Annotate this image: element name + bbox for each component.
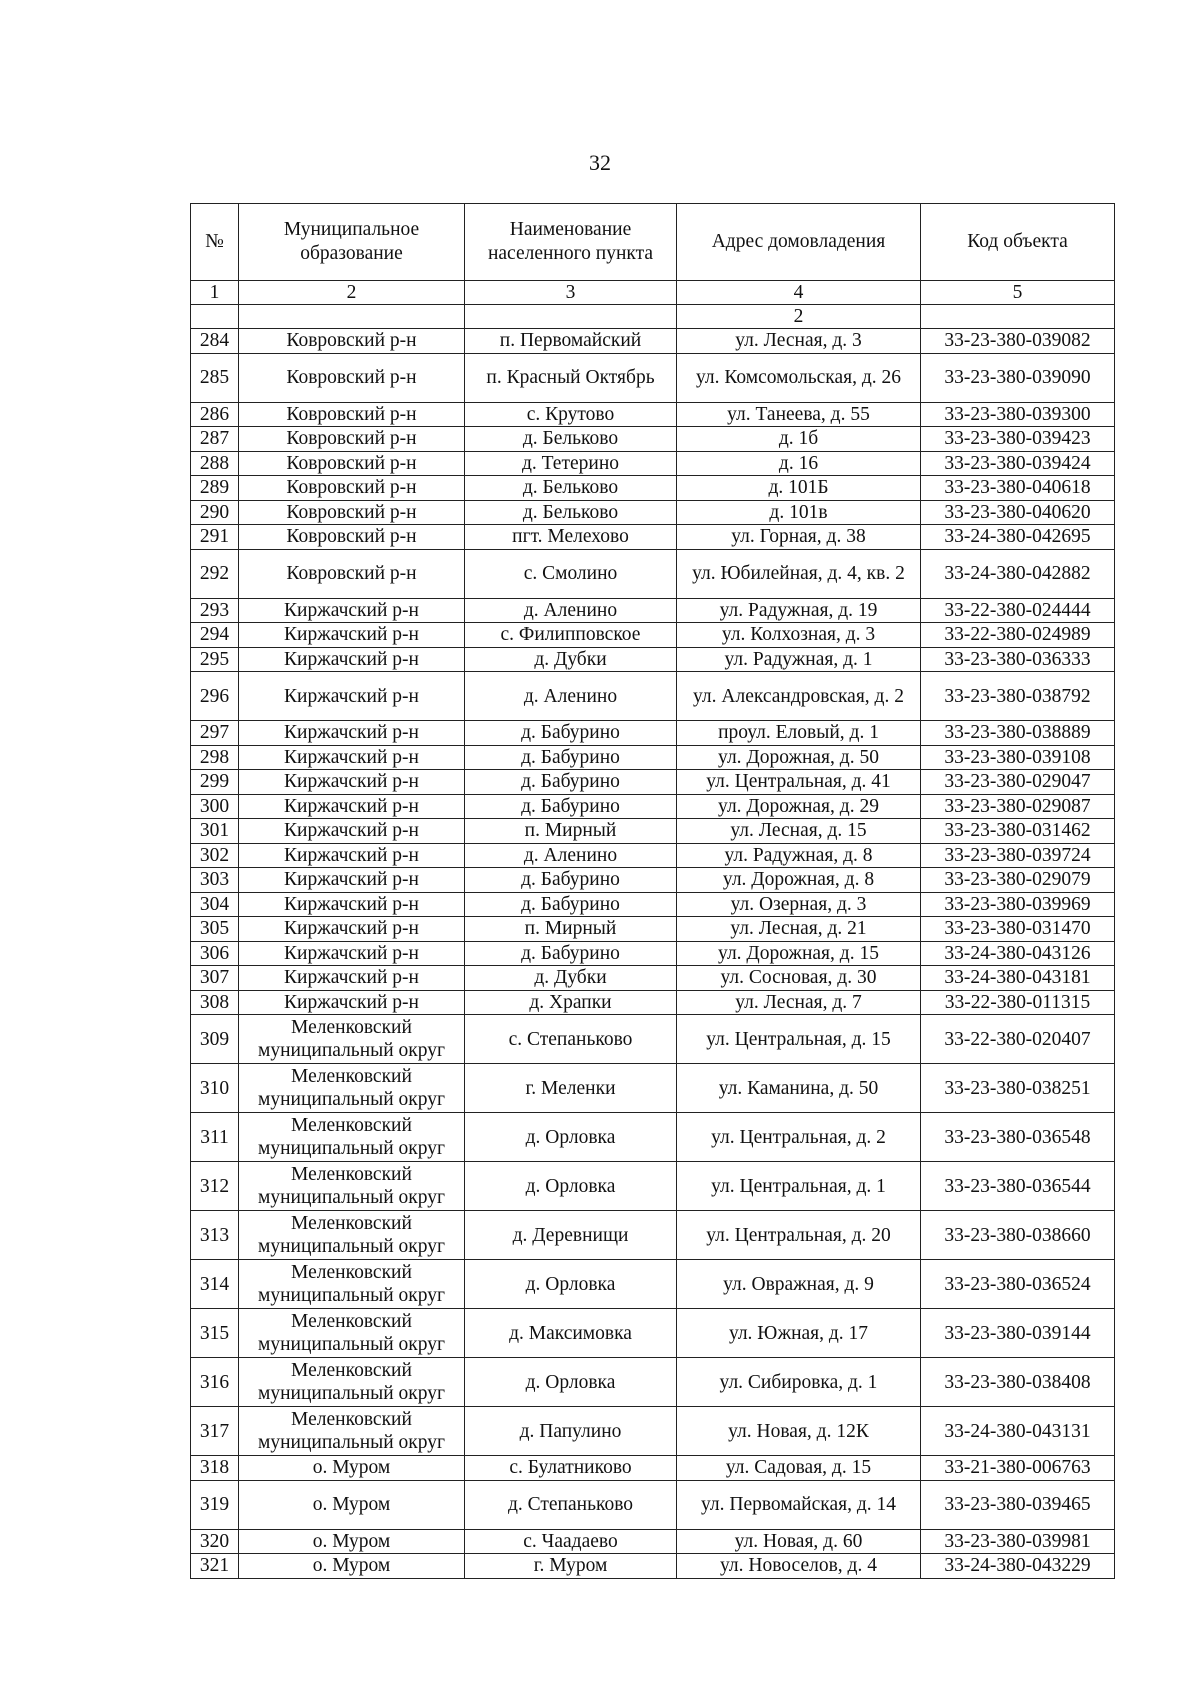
table-row bbox=[191, 794, 1115, 819]
object-code-cell: 33-23-380-038251 bbox=[921, 1064, 1115, 1113]
section-number: 2 bbox=[677, 305, 921, 329]
table-row bbox=[191, 721, 1115, 746]
column-number: 3 bbox=[465, 281, 677, 305]
address-cell: ул. Комсомольская, д. 26 bbox=[677, 353, 921, 402]
settlement-cell: с. Смолино bbox=[465, 549, 677, 598]
table-row bbox=[191, 353, 1115, 402]
table-row bbox=[191, 1064, 1115, 1113]
header-number: № bbox=[191, 204, 239, 281]
settlement-cell: д. Бабурино bbox=[465, 794, 677, 819]
row-number: 320 bbox=[191, 1529, 239, 1554]
settlement-cell: д. Дубки bbox=[465, 966, 677, 991]
table-row bbox=[191, 672, 1115, 721]
table-row bbox=[191, 843, 1115, 868]
table-row bbox=[191, 623, 1115, 648]
row-number: 293 bbox=[191, 598, 239, 623]
address-cell: ул. Новая, д. 12К bbox=[677, 1407, 921, 1456]
settlement-cell: д. Орловка bbox=[465, 1113, 677, 1162]
municipality-cell: Киржачский р-н bbox=[239, 647, 465, 672]
address-cell: ул. Дорожная, д. 29 bbox=[677, 794, 921, 819]
row-number: 319 bbox=[191, 1480, 239, 1529]
address-cell: ул. Каманина, д. 50 bbox=[677, 1064, 921, 1113]
row-number: 318 bbox=[191, 1456, 239, 1481]
object-code-cell: 33-22-380-024444 bbox=[921, 598, 1115, 623]
address-cell: ул. Дорожная, д. 50 bbox=[677, 745, 921, 770]
address-cell: ул. Сосновая, д. 30 bbox=[677, 966, 921, 991]
municipality-cell: Киржачский р-н bbox=[239, 868, 465, 893]
object-code-cell: 33-23-380-038660 bbox=[921, 1211, 1115, 1260]
municipality-cell: Киржачский р-н bbox=[239, 721, 465, 746]
settlement-cell: д. Папулино bbox=[465, 1407, 677, 1456]
row-number: 288 bbox=[191, 451, 239, 476]
table-header-row bbox=[191, 204, 1115, 281]
address-cell: ул. Юбилейная, д. 4, кв. 2 bbox=[677, 549, 921, 598]
settlement-cell: д. Орловка bbox=[465, 1260, 677, 1309]
row-number: 296 bbox=[191, 672, 239, 721]
address-cell: д. 101в bbox=[677, 500, 921, 525]
municipality-cell: Ковровский р-н bbox=[239, 500, 465, 525]
object-code-cell: 33-23-380-036548 bbox=[921, 1113, 1115, 1162]
object-code-cell: 33-24-380-043131 bbox=[921, 1407, 1115, 1456]
row-number: 307 bbox=[191, 966, 239, 991]
municipality-cell: Меленковский муниципальный округ bbox=[239, 1407, 465, 1456]
settlement-cell: д. Бабурино bbox=[465, 868, 677, 893]
address-cell: д. 101Б bbox=[677, 476, 921, 501]
table-row bbox=[191, 941, 1115, 966]
address-cell: ул. Лесная, д. 15 bbox=[677, 819, 921, 844]
object-code-cell: 33-23-380-038408 bbox=[921, 1358, 1115, 1407]
settlement-cell: д. Аленино bbox=[465, 672, 677, 721]
settlement-cell: с. Чаадаево bbox=[465, 1529, 677, 1554]
settlement-cell: д. Бабурино bbox=[465, 941, 677, 966]
row-number: 303 bbox=[191, 868, 239, 893]
settlement-cell: с. Степаньково bbox=[465, 1015, 677, 1064]
row-number: 289 bbox=[191, 476, 239, 501]
settlement-cell: пгт. Мелехово bbox=[465, 525, 677, 550]
municipality-cell: Киржачский р-н bbox=[239, 892, 465, 917]
settlement-cell: д. Бабурино bbox=[465, 745, 677, 770]
row-number: 312 bbox=[191, 1162, 239, 1211]
row-number: 308 bbox=[191, 990, 239, 1015]
address-cell: ул. Танеева, д. 55 bbox=[677, 402, 921, 427]
settlement-cell: п. Мирный bbox=[465, 819, 677, 844]
settlement-cell: п. Красный Октябрь bbox=[465, 353, 677, 402]
address-cell: ул. Южная, д. 17 bbox=[677, 1309, 921, 1358]
table-row bbox=[191, 1358, 1115, 1407]
settlement-cell: д. Бельково bbox=[465, 500, 677, 525]
table-row bbox=[191, 647, 1115, 672]
municipality-cell: о. Муром bbox=[239, 1554, 465, 1579]
row-number: 310 bbox=[191, 1064, 239, 1113]
municipality-cell: Меленковский муниципальный округ bbox=[239, 1358, 465, 1407]
settlement-cell: п. Мирный bbox=[465, 917, 677, 942]
object-code-cell: 33-24-380-043229 bbox=[921, 1554, 1115, 1579]
address-cell: проул. Еловый, д. 1 bbox=[677, 721, 921, 746]
row-number: 297 bbox=[191, 721, 239, 746]
settlement-cell: д. Бельково bbox=[465, 427, 677, 452]
municipality-cell: о. Муром bbox=[239, 1456, 465, 1481]
address-cell: ул. Центральная, д. 1 bbox=[677, 1162, 921, 1211]
column-number: 2 bbox=[239, 281, 465, 305]
object-code-cell: 33-23-380-039300 bbox=[921, 402, 1115, 427]
settlement-cell: с. Филипповское bbox=[465, 623, 677, 648]
address-cell: ул. Центральная, д. 20 bbox=[677, 1211, 921, 1260]
column-number: 4 bbox=[677, 281, 921, 305]
address-cell: ул. Лесная, д. 7 bbox=[677, 990, 921, 1015]
object-code-cell: 33-22-380-024989 bbox=[921, 623, 1115, 648]
municipality-cell: о. Муром bbox=[239, 1529, 465, 1554]
object-code-cell: 33-23-380-039144 bbox=[921, 1309, 1115, 1358]
address-cell: ул. Центральная, д. 15 bbox=[677, 1015, 921, 1064]
row-number: 314 bbox=[191, 1260, 239, 1309]
settlement-cell: д. Степаньково bbox=[465, 1480, 677, 1529]
row-number: 321 bbox=[191, 1554, 239, 1579]
object-code-cell: 33-23-380-038889 bbox=[921, 721, 1115, 746]
row-number: 305 bbox=[191, 917, 239, 942]
address-cell: ул. Садовая, д. 15 bbox=[677, 1456, 921, 1481]
settlement-cell: д. Деревнищи bbox=[465, 1211, 677, 1260]
settlement-cell: д. Аленино bbox=[465, 598, 677, 623]
object-code-cell: 33-22-380-020407 bbox=[921, 1015, 1115, 1064]
table-row bbox=[191, 1407, 1115, 1456]
municipality-cell: Киржачский р-н bbox=[239, 623, 465, 648]
section-row bbox=[191, 305, 1115, 329]
settlement-cell: д. Бабурино bbox=[465, 892, 677, 917]
object-code-cell: 33-23-380-029079 bbox=[921, 868, 1115, 893]
settlement-cell: п. Первомайский bbox=[465, 329, 677, 354]
table-row bbox=[191, 402, 1115, 427]
municipality-cell: Ковровский р-н bbox=[239, 353, 465, 402]
row-number: 295 bbox=[191, 647, 239, 672]
settlement-cell: д. Орловка bbox=[465, 1358, 677, 1407]
row-number: 291 bbox=[191, 525, 239, 550]
address-cell: ул. Сибировка, д. 1 bbox=[677, 1358, 921, 1407]
table-row bbox=[191, 427, 1115, 452]
address-cell: ул. Дорожная, д. 15 bbox=[677, 941, 921, 966]
address-cell: ул. Радужная, д. 1 bbox=[677, 647, 921, 672]
settlement-cell: д. Аленино bbox=[465, 843, 677, 868]
table-row bbox=[191, 1113, 1115, 1162]
settlement-cell: д. Тетерино bbox=[465, 451, 677, 476]
table-row bbox=[191, 770, 1115, 795]
settlement-cell: д. Бабурино bbox=[465, 770, 677, 795]
object-code-cell: 33-23-380-029087 bbox=[921, 794, 1115, 819]
table-row bbox=[191, 476, 1115, 501]
address-cell: ул. Радужная, д. 8 bbox=[677, 843, 921, 868]
object-code-cell: 33-21-380-006763 bbox=[921, 1456, 1115, 1481]
column-number: 5 bbox=[921, 281, 1115, 305]
municipality-cell: Киржачский р-н bbox=[239, 794, 465, 819]
object-code-cell: 33-24-380-042882 bbox=[921, 549, 1115, 598]
header-object-code: Код объекта bbox=[921, 204, 1115, 281]
object-code-cell: 33-23-380-031470 bbox=[921, 917, 1115, 942]
municipality-cell: Меленковский муниципальный округ bbox=[239, 1015, 465, 1064]
row-number: 316 bbox=[191, 1358, 239, 1407]
table-row bbox=[191, 1456, 1115, 1481]
municipality-cell: Киржачский р-н bbox=[239, 770, 465, 795]
municipality-cell: Киржачский р-н bbox=[239, 990, 465, 1015]
row-number: 292 bbox=[191, 549, 239, 598]
municipality-cell: Ковровский р-н bbox=[239, 402, 465, 427]
column-number: 1 bbox=[191, 281, 239, 305]
row-number: 309 bbox=[191, 1015, 239, 1064]
municipality-cell: Ковровский р-н bbox=[239, 476, 465, 501]
address-cell: ул. Лесная, д. 3 bbox=[677, 329, 921, 354]
table-row bbox=[191, 892, 1115, 917]
settlement-cell: д. Бельково bbox=[465, 476, 677, 501]
address-cell: ул. Горная, д. 38 bbox=[677, 525, 921, 550]
address-cell: ул. Новая, д. 60 bbox=[677, 1529, 921, 1554]
municipality-cell: Киржачский р-н bbox=[239, 966, 465, 991]
address-cell: ул. Центральная, д. 41 bbox=[677, 770, 921, 795]
row-number: 315 bbox=[191, 1309, 239, 1358]
municipality-cell: Ковровский р-н bbox=[239, 451, 465, 476]
row-number: 290 bbox=[191, 500, 239, 525]
table-row bbox=[191, 990, 1115, 1015]
address-cell: ул. Центральная, д. 2 bbox=[677, 1113, 921, 1162]
settlement-cell: с. Крутово bbox=[465, 402, 677, 427]
object-code-cell: 33-23-380-040620 bbox=[921, 500, 1115, 525]
table-row bbox=[191, 329, 1115, 354]
municipality-cell: Ковровский р-н bbox=[239, 525, 465, 550]
settlement-cell: д. Храпки bbox=[465, 990, 677, 1015]
municipality-cell: Киржачский р-н bbox=[239, 598, 465, 623]
settlement-cell: г. Меленки bbox=[465, 1064, 677, 1113]
object-code-cell: 33-23-380-031462 bbox=[921, 819, 1115, 844]
table-row bbox=[191, 868, 1115, 893]
municipality-cell: Меленковский муниципальный округ bbox=[239, 1113, 465, 1162]
address-cell: ул. Овражная, д. 9 bbox=[677, 1260, 921, 1309]
row-number: 311 bbox=[191, 1113, 239, 1162]
page-number: 32 bbox=[589, 150, 611, 175]
table-row bbox=[191, 598, 1115, 623]
address-cell: ул. Радужная, д. 19 bbox=[677, 598, 921, 623]
row-number: 286 bbox=[191, 402, 239, 427]
municipality-cell: Киржачский р-н bbox=[239, 917, 465, 942]
address-cell: ул. Новоселов, д. 4 bbox=[677, 1554, 921, 1579]
row-number: 317 bbox=[191, 1407, 239, 1456]
table-row bbox=[191, 1554, 1115, 1579]
row-number: 304 bbox=[191, 892, 239, 917]
object-code-cell: 33-24-380-043126 bbox=[921, 941, 1115, 966]
object-code-cell: 33-23-380-036524 bbox=[921, 1260, 1115, 1309]
column-numbers-row bbox=[191, 281, 1115, 305]
header-municipality: Муниципальное образование bbox=[239, 204, 465, 281]
table-row bbox=[191, 525, 1115, 550]
municipality-cell: Меленковский муниципальный округ bbox=[239, 1211, 465, 1260]
settlement-cell: д. Бабурино bbox=[465, 721, 677, 746]
municipality-cell: Меленковский муниципальный округ bbox=[239, 1162, 465, 1211]
row-number: 302 bbox=[191, 843, 239, 868]
municipality-cell: о. Муром bbox=[239, 1480, 465, 1529]
address-cell: ул. Александровская, д. 2 bbox=[677, 672, 921, 721]
object-code-cell: 33-24-380-042695 bbox=[921, 525, 1115, 550]
settlement-cell: г. Муром bbox=[465, 1554, 677, 1579]
address-cell: ул. Озерная, д. 3 bbox=[677, 892, 921, 917]
object-code-cell: 33-23-380-039108 bbox=[921, 745, 1115, 770]
object-code-cell: 33-23-380-036544 bbox=[921, 1162, 1115, 1211]
table-row bbox=[191, 1162, 1115, 1211]
object-code-cell: 33-23-380-039090 bbox=[921, 353, 1115, 402]
object-code-cell: 33-23-380-039724 bbox=[921, 843, 1115, 868]
table-row bbox=[191, 745, 1115, 770]
table-row bbox=[191, 819, 1115, 844]
registry-table bbox=[190, 203, 1115, 1579]
object-code-cell: 33-23-380-039465 bbox=[921, 1480, 1115, 1529]
object-code-cell: 33-23-380-040618 bbox=[921, 476, 1115, 501]
table-row bbox=[191, 1480, 1115, 1529]
object-code-cell: 33-23-380-039423 bbox=[921, 427, 1115, 452]
table-row bbox=[191, 1260, 1115, 1309]
table-row bbox=[191, 549, 1115, 598]
row-number: 294 bbox=[191, 623, 239, 648]
municipality-cell: Киржачский р-н bbox=[239, 672, 465, 721]
municipality-cell: Ковровский р-н bbox=[239, 329, 465, 354]
row-number: 299 bbox=[191, 770, 239, 795]
object-code-cell: 33-23-380-029047 bbox=[921, 770, 1115, 795]
address-cell: д. 1б bbox=[677, 427, 921, 452]
table-row bbox=[191, 451, 1115, 476]
object-code-cell: 33-23-380-038792 bbox=[921, 672, 1115, 721]
municipality-cell: Меленковский муниципальный округ bbox=[239, 1260, 465, 1309]
settlement-cell: д. Дубки bbox=[465, 647, 677, 672]
table-row bbox=[191, 500, 1115, 525]
address-cell: ул. Лесная, д. 21 bbox=[677, 917, 921, 942]
municipality-cell: Меленковский муниципальный округ bbox=[239, 1064, 465, 1113]
row-number: 285 bbox=[191, 353, 239, 402]
address-cell: д. 16 bbox=[677, 451, 921, 476]
table-row bbox=[191, 917, 1115, 942]
settlement-cell: д. Орловка bbox=[465, 1162, 677, 1211]
municipality-cell: Киржачский р-н bbox=[239, 941, 465, 966]
municipality-cell: Ковровский р-н bbox=[239, 549, 465, 598]
address-cell: ул. Колхозная, д. 3 bbox=[677, 623, 921, 648]
municipality-cell: Меленковский муниципальный округ bbox=[239, 1309, 465, 1358]
table-row bbox=[191, 966, 1115, 991]
settlement-cell: д. Максимовка bbox=[465, 1309, 677, 1358]
row-number: 300 bbox=[191, 794, 239, 819]
row-number: 306 bbox=[191, 941, 239, 966]
object-code-cell: 33-23-380-036333 bbox=[921, 647, 1115, 672]
object-code-cell: 33-22-380-011315 bbox=[921, 990, 1115, 1015]
object-code-cell: 33-23-380-039981 bbox=[921, 1529, 1115, 1554]
row-number: 287 bbox=[191, 427, 239, 452]
object-code-cell: 33-23-380-039969 bbox=[921, 892, 1115, 917]
row-number: 284 bbox=[191, 329, 239, 354]
header-address: Адрес домовладения bbox=[677, 204, 921, 281]
municipality-cell: Ковровский р-н bbox=[239, 427, 465, 452]
object-code-cell: 33-23-380-039082 bbox=[921, 329, 1115, 354]
row-number: 301 bbox=[191, 819, 239, 844]
municipality-cell: Киржачский р-н bbox=[239, 745, 465, 770]
table-row bbox=[191, 1529, 1115, 1554]
object-code-cell: 33-24-380-043181 bbox=[921, 966, 1115, 991]
settlement-cell: с. Булатниково bbox=[465, 1456, 677, 1481]
header-settlement: Наименование населенного пункта bbox=[465, 204, 677, 281]
row-number: 313 bbox=[191, 1211, 239, 1260]
row-number: 298 bbox=[191, 745, 239, 770]
table-row bbox=[191, 1309, 1115, 1358]
municipality-cell: Киржачский р-н bbox=[239, 843, 465, 868]
address-cell: ул. Дорожная, д. 8 bbox=[677, 868, 921, 893]
municipality-cell: Киржачский р-н bbox=[239, 819, 465, 844]
table-row bbox=[191, 1015, 1115, 1064]
table-row bbox=[191, 1211, 1115, 1260]
object-code-cell: 33-23-380-039424 bbox=[921, 451, 1115, 476]
address-cell: ул. Первомайская, д. 14 bbox=[677, 1480, 921, 1529]
